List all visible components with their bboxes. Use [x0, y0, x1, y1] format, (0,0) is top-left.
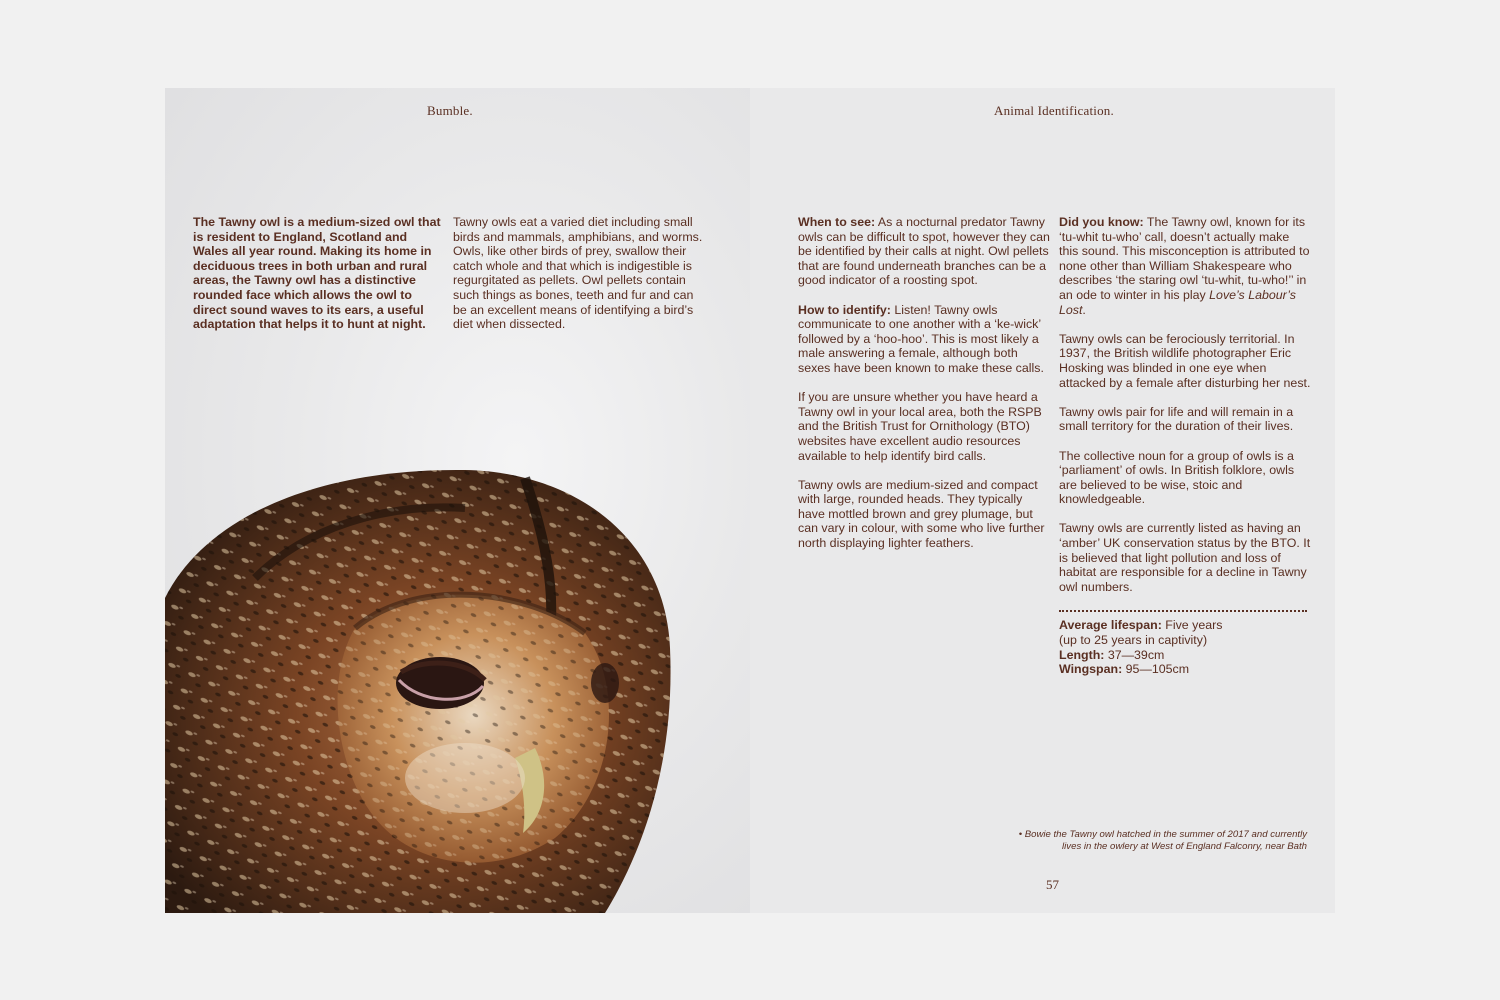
did-you-know-end: . — [1082, 302, 1086, 317]
photo-caption — [945, 829, 1307, 853]
when-to-see-label: When to see: — [798, 215, 876, 229]
length-fact — [1059, 648, 1311, 663]
caption-line-1: • Bowie the Tawny owl hatched in the summer of 2017 and currently — [1018, 829, 1307, 840]
pair-for-life-paragraph: Tawny owls pair for life and will remain in a small territory for the duration of their lives. — [1059, 404, 1294, 434]
did-you-know-text: The Tawny owl, known for its ‘tu-whit tu-who’ call, doesn’t actually make this sound. This misconception is attributed to none other than William Shakespeare who describes ‘the staring owl ‘tu-whit, tu-who!’’ in an ode to winter in his play — [1059, 215, 1310, 302]
appearance-paragraph: Tawny owls are medium-sized and compact with large, rounded heads. They typically have mottled brown and grey plumage, but can vary in colour, with some who live further north displaying lighter feathers. — [798, 477, 1045, 551]
territorial-paragraph: Tawny owls can be ferociously territorial. In 1937, the British wildlife photographer Eric Hosking was blinded in one eye when attacked by a female after disturbing her nest. — [1059, 331, 1311, 390]
intro-text: The Tawny owl is a medium-sized owl that is resident to England, Scotland and Wales all year round. Making its home in deciduous trees in both urban and rural areas, the Tawny owl has a distinctive rounded face which allows the owl to direct sound waves to its ears, a useful adaptation that helps it to hunt at night. — [193, 215, 441, 332]
when-to-see-paragraph — [798, 215, 1050, 288]
wingspan-label: Wingspan: — [1059, 662, 1123, 677]
left-page — [165, 88, 750, 913]
facts-column — [1059, 215, 1311, 677]
page-number: 57 — [1046, 877, 1059, 892]
how-to-identify-paragraph — [798, 303, 1050, 376]
how-to-identify-label: How to identify: — [798, 302, 891, 317]
identification-column — [798, 215, 1050, 565]
dotted-divider — [1059, 610, 1307, 612]
tawny-owl-photo — [165, 458, 725, 913]
parliament-paragraph: The collective noun for a group of owls is a ‘parliament’ of owls. In British folklore, owls are believed to be wise, stoic and knowledgeable. — [1059, 448, 1295, 507]
wingspan-value: 95—105cm — [1122, 662, 1190, 677]
length-label: Length: — [1059, 647, 1105, 662]
how-to-identify-text: Listen! Tawny owls communicate to one another with a ‘ke-wick’ followed by a ‘hoo-hoo’. This is most likely a male answering a female, although both sexes have been known to make these calls. — [798, 302, 1044, 375]
intro-paragraph — [193, 215, 443, 346]
caption-line-2: lives in the owlery at West of England Falconry, near Bath — [1062, 841, 1307, 852]
when-to-see-text: As a nocturnal predator Tawny owls can be difficult to spot, however they can be identified by their calls at night. Owl pellets that are found underneath branches can be a good indicator of a roosting spot. — [798, 215, 1050, 288]
running-head-right: Animal Identification. — [994, 103, 1114, 118]
fact-box — [1059, 618, 1311, 676]
conservation-paragraph: Tawny owls are currently listed as having an ‘amber’ UK conservation status by the BTO. It is believed that light pollution and loss of habitat are responsible for a decline in Tawny owl numbers. — [1059, 521, 1311, 594]
diet-paragraph: Tawny owls eat a varied diet including small birds and mammals, amphibians, and worms. Owls, like other birds of prey, swallow their catch whole and that which is indigestible is regurgitated as pellets. Owl pellets contain such things as bones, teeth and fur and can be an excellent means of identifying a bird’s diet when dissected. — [453, 215, 703, 332]
diet-column — [453, 215, 708, 346]
magazine-spread — [165, 88, 1335, 913]
lifespan-note: (up to 25 years in captivity) — [1059, 633, 1208, 648]
audio-resources-paragraph: If you are unsure whether you have heard a Tawny owl in your local area, both the RSPB and the British Trust for Ornithology (BTO) websites have excellent audio resources available to help identify bird calls. — [798, 390, 1042, 463]
lifespan-fact — [1059, 618, 1311, 633]
did-you-know-paragraph — [1059, 215, 1311, 317]
lifespan-value: Five years — [1161, 618, 1223, 633]
running-head-left: Bumble. — [427, 103, 473, 118]
did-you-know-label: Did you know: — [1059, 215, 1144, 229]
play-title: Love’s Labour’s Lost — [1059, 287, 1296, 317]
wingspan-fact — [1059, 662, 1311, 677]
lifespan-label: Average lifespan: — [1059, 618, 1162, 633]
length-value: 37—39cm — [1104, 647, 1165, 662]
